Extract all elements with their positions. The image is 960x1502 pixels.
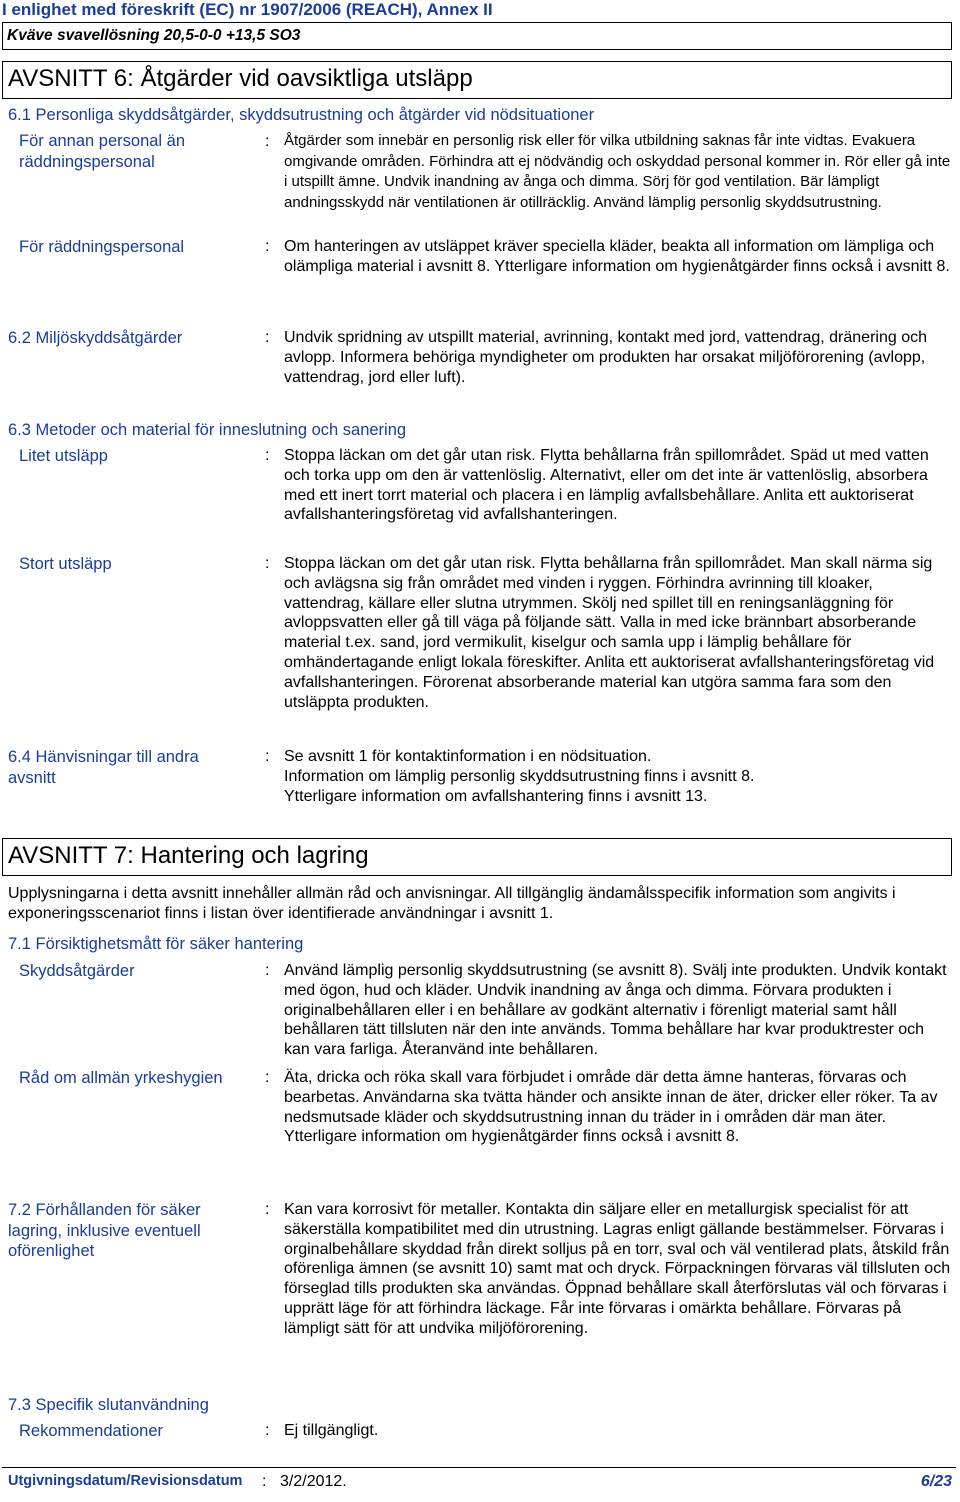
text-6-2: Undvik spridning av utspillt material, avrinning, kontakt med jord, vattendrag, dränering och avlopp. Informera behöriga myndigheter om produkten har orsakat miljöförorening (avlopp, vattendrag, jord eller luft). <box>284 329 927 386</box>
label-6-4: 6.4 Hänvisningar till andra avsnitt <box>8 748 199 787</box>
label-protective-measures: Skyddsåtgärder <box>19 962 135 980</box>
text-small-spill: Stoppa läckan om det går utan risk. Flytta behållarna från spillområdet. Späd ut med vatten och torka upp om den är vattenlöslig. Alternativt, eller om det inte är vattenlöslig, absorbera med ett inert torrt material och placera i en lämplig avfallsbehållare. Anlita ett auktoriserat avfallshanteringsföretag vid avfallshanteringen. <box>284 447 929 524</box>
label-occupational-hygiene: Råd om allmän yrkeshygien <box>19 1069 223 1087</box>
section-7-intro: Upplysningarna i detta avsnitt innehåller allmän råd och anvisningar. All tillgänglig ändamålsspecifik information som angivits i exponeringsscenariot finns i listan över identifierade användningar i avsnitt 1. <box>8 885 896 922</box>
text-other-personnel: Åtgärder som innebär en personlig risk eller för vilka utbildning saknas får inte vidtas. Evakuera omgivande områden. Förhindra att ej nödvändig och oskyddad personal kommer in. Rör eller gå inte i utspillt ämne. Undvik inandning av ånga och dimma. Sörj för god ventilation. Bär lämpligt andningsskydd när ventilationen är otillräcklig. Använd lämplig personlig skyddsutrustning. <box>284 132 951 211</box>
label-large-spill: Stort utsläpp <box>19 555 112 573</box>
label-6-2: 6.2 Miljöskyddsåtgärder <box>8 329 183 347</box>
reference-line: Information om lämplig personlig skyddsutrustning finns i avsnitt 8. <box>284 767 755 785</box>
text-emergency-responders: Om hanteringen av utsläppet kräver speciella kläder, beakta all information om lämpliga och olämpliga material i avsnitt 8. Ytterligare information om hygienåtgärder finns också i avsnitt 8. <box>284 238 950 275</box>
colon: : <box>265 1422 270 1439</box>
colon: : <box>265 329 270 346</box>
footer-date-label: Utgivningsdatum/Revisionsdatum <box>8 1473 243 1489</box>
label-7-2: 7.2 Förhållanden för säker lagring, inklusive eventuell oförenlighet <box>8 1201 201 1260</box>
product-name-box: Kväve svavellösning 20,5-0-0 +13,5 SO3 <box>2 22 952 50</box>
section-7-title: AVSNITT 7: Hantering och lagring <box>2 838 952 876</box>
label-recommendations: Rekommendationer <box>19 1422 163 1440</box>
colon: : <box>265 238 270 255</box>
text-recommendations: Ej tillgängligt. <box>284 1422 379 1439</box>
colon: : <box>265 748 270 765</box>
colon: : <box>265 1201 270 1218</box>
footer-date: 3/2/2012. <box>280 1473 347 1490</box>
text-large-spill: Stoppa läckan om det går utan risk. Flytta behållarna från spillområdet. Man skall närma sig och avlägsna sig från området med vinden i ryggen. Förhindra avrinning till kloaker, vattendrag, källare eller slutna utrymmen. Skölj ned spillet till en reningsanläggning för avloppsvatten eller gå till väga på följande sätt. Valla in med icke brännbart absorberande material t.ex. sand, jord vermikulit, kiselgur och samla upp i lämplig behållare för omhändertagande enligt lokala föreskifter. Anlita ett auktoriserat avfallshanteringsföretag vid avfallshanteringen. Förorenat absorberande material kan utgöra samma fara som den utsläppta produkten. <box>284 555 935 711</box>
subsection-6-3-title: 6.3 Metoder och material för inneslutning och sanering <box>8 421 407 439</box>
text-7-2: Kan vara korrosivt för metaller. Kontakta din säljare eller en metallurgisk specialist för att säkerställa kompatibilitet med din utrustning. Lagras enligt gällande bestämmelser. Förvaras i orginalbehållare skyddad från direkt solljus på en torr, sval och väl ventilerad plats, åtskild från oförenliga ämnen (se avsnitt 10) samt mat och dryck. Förpackningen förvaras väl tillsluten och förseglad tills produkten ska användas. Öppnad behållare skall återförslutas väl och förvaras i upprätt läge för att förhindra läckage. Får inte förvaras i omärkta behållare. Förvaras på lämpligt sätt för att undvika miljöförorening. <box>284 1201 951 1337</box>
text-protective-measures: Använd lämplig personlig skyddsutrustning (se avsnitt 8). Svälj inte produkten. Undvik kontakt med ögon, hud och kläder. Undvik inandning av ånga och dimma. Förvara produkten i originalbehållaren eller i en behållare av godkänt alternativ i förenligt material samt håll behållaren tätt tillsluten när den inte används. Tomma behållare har kvar produktrester och kan vara farliga. Återanvänd inte behållaren. <box>284 962 947 1059</box>
colon: : <box>265 447 270 464</box>
colon: : <box>265 555 270 572</box>
text-occupational-hygiene: Äta, dricka och röka skall vara förbjudet i område där detta ämne hanteras, förvaras och bearbetas. Användarna ska tvätta händer och ansikte innan de äter, dricker eller röker. Ta av nedsmutsade kläder och skyddsutrustning innan du träder in i områden där man äter. Ytterligare information om hygienåtgärder finns också i avsnitt 8. <box>284 1069 938 1146</box>
colon: : <box>265 133 270 150</box>
page-number: 6/23 <box>920 1473 952 1490</box>
text-6-4 <box>284 747 952 806</box>
footer-divider <box>2 1467 956 1468</box>
subsection-7-1-title: 7.1 Försiktighetsmått för säker hantering <box>8 935 304 953</box>
regulation-header: I enlighet med föreskrift (EC) nr 1907/2006 (REACH), Annex II <box>2 0 493 19</box>
reference-line: Se avsnitt 1 för kontaktinformation i en nödsituation. <box>284 748 652 765</box>
colon: : <box>265 1069 270 1086</box>
section-6-title: AVSNITT 6: Åtgärder vid oavsiktliga utsläpp <box>2 61 952 99</box>
colon: : <box>262 1473 267 1490</box>
label-emergency-responders: För räddningspersonal <box>19 238 185 256</box>
reference-line: Ytterligare information om avfallshantering finns i avsnitt 13. <box>284 787 708 805</box>
colon: : <box>265 962 270 979</box>
label-other-personnel: För annan personal än räddningspersonal <box>19 132 186 171</box>
subsection-7-3-title: 7.3 Specifik slutanvändning <box>8 1396 209 1414</box>
label-small-spill: Litet utsläpp <box>19 447 108 465</box>
subsection-6-1-title: 6.1 Personliga skyddsåtgärder, skyddsutrustning och åtgärder vid nödsituationer <box>8 106 595 124</box>
